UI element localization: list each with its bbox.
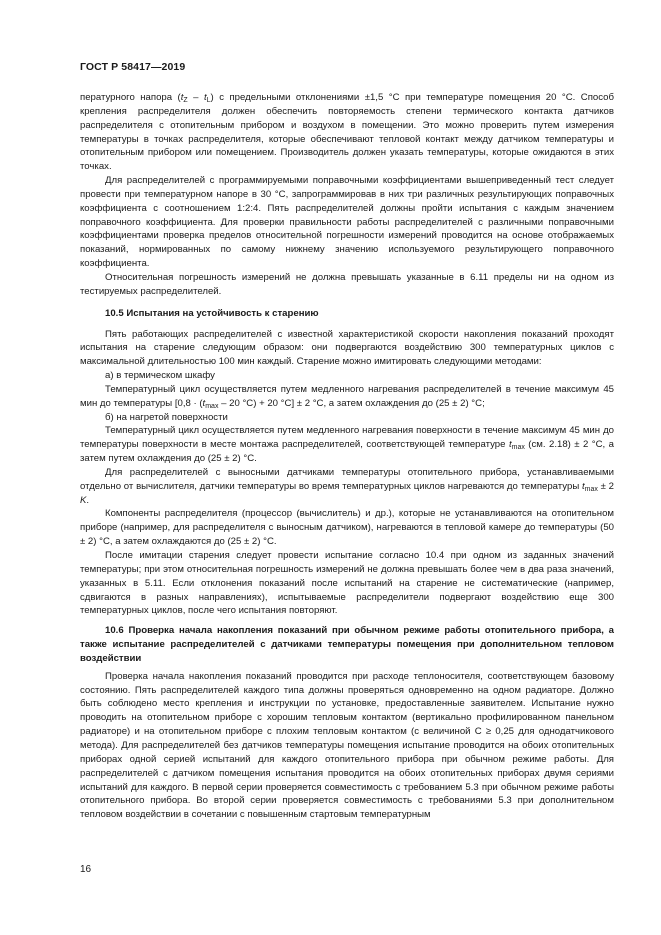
paragraph-after-aging: После имитации старения следует провести испытание согласно 10.4 при одном из заданных значений температуры; при этом относительная погрешность измерений не должна превышать более чем в два раза значений, указанных в 5.11. Если отклонения показаний после испытаний на старение не систематические (например, сдвигаются в разных направлениях), испытываемые распределители подвергают воздействию еще 300 температурных циклов, после чего испытания повторяют.: [80, 550, 614, 617]
paragraph-temperature-head: [80, 91, 614, 174]
subscript: max: [511, 444, 525, 452]
paragraph-relative-error: Относительная погрешность измерений не должна превышать указанные в 6.11 пределы ни на одном из тестируемых распределителей.: [80, 271, 614, 297]
subscript: max: [205, 402, 219, 410]
document-body: [80, 91, 614, 822]
subscript: Z: [183, 97, 188, 104]
symbol-t: t: [508, 439, 512, 451]
symbol-t: t: [202, 397, 206, 409]
list-item-a: а) в термическом шкафу: [105, 370, 215, 382]
symbol-t: t: [203, 92, 207, 103]
text-run: ± 2: [597, 480, 614, 492]
section-heading-10-5: 10.5 Испытания на устойчивость к старению: [105, 307, 319, 319]
page-number: 16: [80, 864, 92, 875]
document-header: ГОСТ Р 58417—2019: [80, 61, 186, 73]
symbol-t: t: [180, 92, 184, 103]
paragraph-cycle-cabinet: [80, 383, 614, 411]
paragraph-aging-intro: Пять работающих распределителей с известной характеристикой скорости накопления показаний проходят испытания на старение следующим образом: они подвергаются воздействию 300 температурных циклов с максимальной длительностью 100 мин каждый. Старение можно имитировать следующими методами:: [80, 328, 614, 368]
text-run: (см. 2.18) ± 2 °С, а затем путем охлаждения до (25 ± 2) °С.: [80, 439, 614, 465]
paragraph-accumulation-check: Проверка начала накопления показаний проводится при расходе теплоносителя, соответствующем базовому состоянию. Пять распределителей каждого типа должны проверяться одновременно на одном радиаторе. Должно быть соблюдено место крепления и инструкции по установке, предоставленные заявителем. Испытание нужно проводить на отопительном приборе с хорошим тепловым контактом (вертикально профилированном панельном радиаторе) и на отопительном приборе с плохим тепловым контактом (с величиной С ≥ 0,25 для однодатчикового метода). Для распределителей без датчиков температуры помещения испытание проводится на обоих отопительных приборах одной серией испытаний для каждого отопительного прибора при обычном режиме работы. Для распределителей с датчиком помещения испытания проводится на обоих отопительных приборах двумя сериями испытаний для каждого. В первой серии проверяется совместимость с требованием 5.3 при обычном режиме работы отопительного прибора. Во второй серии проверяется совместимость с требованиями 5.3 при дополнительном тепловом воздействии в сочетании с повышенным стартовым температурным: [80, 670, 614, 821]
text-run: –: [187, 92, 204, 103]
text-run: ) с предельными отклонениями ±1,5 °С при температуре помещения 20 °С. Способ крепления распределителя должен обеспечить повторяемость степени термического контакта датчиков распределителя с отопительным прибором и воздухом в помещении. Это можно проверить путем измерения температуры в точках распределителя, которые обеспечивают тепловой контакт между датчиком температуры и отопительным прибором или помещением. Производитель должен указать температуры, которые ожидаются в этих точках.: [80, 92, 614, 173]
text-run: Температурный цикл осуществляется путем медленного нагревания поверхности в течение максимум 45 мин до температуры поверхности в месте монтажа распределителей, соответствующей температуре: [80, 425, 614, 451]
subscript: max: [584, 485, 598, 493]
text-run: Для распределителей с выносными датчиками температуры отопительного прибора, устанавливаемыми отдельно от вычислителя, датчики температуры во время температурных циклов нагреваются до температуры: [80, 466, 614, 492]
unit-k: K: [80, 494, 87, 506]
text-run: – 20 °С) + 20 °С] ± 2 °С, а затем охлаждения до (25 ± 2) °С;: [218, 397, 485, 409]
section-heading-10-6: 10.6 Проверка начала накопления показаний при обычном режиме работы отопительного прибора, а также испытание распределителей с датчиками температуры помещения при дополнительном тепловом воздействии: [80, 625, 614, 664]
text-run: пературного напора (: [80, 92, 181, 103]
list-item-b: б) на нагретой поверхности: [105, 411, 228, 423]
text-run: .: [86, 494, 90, 506]
paragraph-components: Компоненты распределителя (процессор (вычислитель) и др.), которые не устанавливаются на отопительном приборе (например, для распределителя с выносным датчиком), нагреваются в тепловой камере до температуры (50 ± 2) °С, а затем охлаждаются до (25 ± 2) °С.: [80, 508, 614, 548]
text-run: Температурный цикл осуществляется путем медленного нагревания распределителей в течение максимум 45 мин до температуры [0,8 · (: [80, 383, 614, 409]
symbol-t: t: [581, 480, 585, 492]
paragraph-programmable: Для распределителей с программируемыми поправочными коэффициентами вышеприведенный тест следует провести при температурном напоре в 30 °С, запрограммировав в них три различных результирующих поправочных коэффициента с соотношением 1:2:4. Пять распределителей должны пройти испытания с каждым значением поправочного коэффициента. Для проверки правильности работы распределителей с различными поправочными коэффициентами проверка пределов относительной погрешности измерений проводится на основе отображаемых показаний, нормированных по самому нижнему значению используемого результирующего поправочного коэффициента.: [80, 175, 614, 270]
subscript: L: [206, 97, 211, 104]
paragraph-cycle-surface: [80, 424, 614, 466]
paragraph-remote-sensors: [80, 466, 614, 508]
